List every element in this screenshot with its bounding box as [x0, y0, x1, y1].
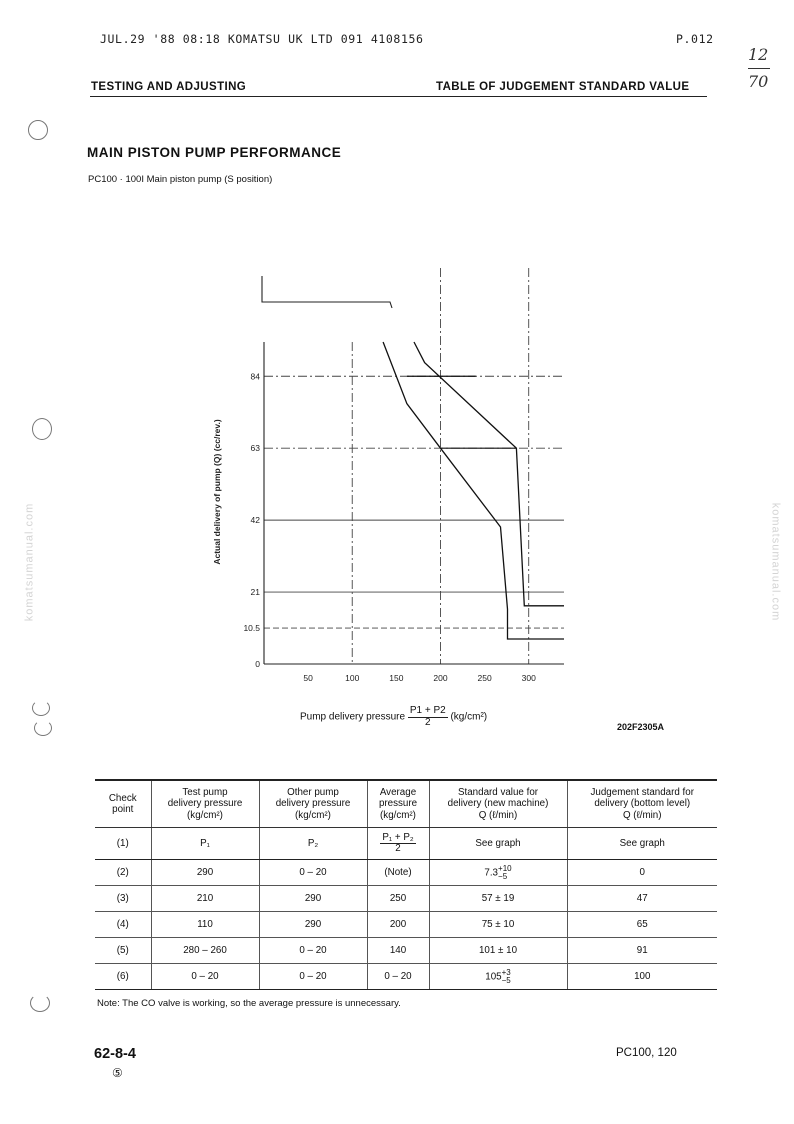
- cell-judgement: 91: [567, 938, 717, 964]
- chart-series: [383, 342, 564, 639]
- page-title: MAIN PISTON PUMP PERFORMANCE: [87, 145, 342, 160]
- cell-standard: 101 ± 10: [429, 938, 567, 964]
- col-header-test-pump: Test pump delivery pressure (kg/cm²): [151, 780, 259, 828]
- table-note: Note: The CO valve is working, so the average pressure is unnecessary.: [97, 998, 401, 1009]
- table-row: [95, 938, 717, 964]
- x-axis-label-unit: (kg/cm²): [450, 711, 488, 723]
- cell-p1: 280 – 260: [151, 938, 259, 964]
- cell-judgement: 0: [567, 860, 717, 886]
- cell-average: 140: [367, 938, 429, 964]
- x-tick-label: 100: [345, 673, 360, 683]
- cell-p2: 0 – 20: [259, 964, 367, 990]
- x-axis-label-fraction: [408, 706, 448, 728]
- chart-ticks: [243, 371, 536, 683]
- x-axis-label-denominator: 2: [424, 716, 431, 728]
- judgement-table: [95, 779, 717, 990]
- watermark-left: komatsumanual.com: [23, 502, 36, 622]
- fax-header-left: JUL.29 '88 08:18 KOMATSU UK LTD 091 4108156: [100, 32, 424, 46]
- col-header-check-point: Check point: [95, 780, 151, 828]
- cell-p1: 290: [151, 860, 259, 886]
- footer-model: PC100, 120: [616, 1047, 677, 1059]
- y-tick-label: 63: [250, 443, 260, 454]
- table-row: [95, 886, 717, 912]
- tolerance: +10 −5: [498, 863, 512, 881]
- x-tick-label: 200: [433, 673, 448, 683]
- y-tick-label: 42: [250, 515, 260, 526]
- cell-average: 200: [367, 912, 429, 938]
- x-tick-label: 50: [303, 673, 313, 683]
- y-tick-label: 0: [255, 659, 260, 669]
- punch-hole-mark: [30, 994, 50, 1012]
- cell-point: (1): [95, 828, 151, 860]
- section-header-left: TESTING AND ADJUSTING: [91, 81, 247, 93]
- cell-average: 0 – 20: [367, 964, 429, 990]
- handwritten-number-top: 12: [748, 45, 769, 64]
- x-tick-label: 300: [521, 673, 536, 683]
- cell-p2: 0 – 20: [259, 860, 367, 886]
- cell-point: (5): [95, 938, 151, 964]
- cell-p1: 0 – 20: [151, 964, 259, 990]
- cell-p1: 210: [151, 886, 259, 912]
- y-axis-label: Actual delivery of pump (Q) (cc/rev.): [212, 419, 222, 565]
- cell-standard: See graph: [429, 828, 567, 860]
- section-header-right: TABLE OF JUDGEMENT STANDARD VALUE: [436, 81, 690, 93]
- x-axis-label-prefix: Pump delivery pressure: [300, 711, 406, 723]
- table-row: [95, 828, 717, 860]
- table-row: [95, 964, 717, 990]
- cell-judgement: 47: [567, 886, 717, 912]
- y-tick-label: 84: [250, 371, 260, 382]
- x-axis-label: [300, 706, 487, 728]
- col-header-average-pressure: Average pressure (kg/cm²): [367, 780, 429, 828]
- chart-grid: [264, 268, 564, 664]
- series-line-1: [383, 342, 564, 639]
- cell-judgement: 65: [567, 912, 717, 938]
- cell-point: (3): [95, 886, 151, 912]
- col-header-other-pump: Other pump delivery pressure (kg/cm²): [259, 780, 367, 828]
- footer-page-code: 62-8-4: [94, 1046, 136, 1062]
- cell-p1: 110: [151, 912, 259, 938]
- cell-p1: P₁: [151, 828, 259, 860]
- footer-revision-mark: ⑤: [112, 1066, 123, 1080]
- cell-standard: 7.3 +10 −5: [429, 860, 567, 886]
- cell-average: 250: [367, 886, 429, 912]
- watermark-right: komatsumanual.com: [769, 502, 782, 622]
- upper-reference-bracket: [262, 276, 392, 308]
- cell-judgement: See graph: [567, 828, 717, 860]
- fax-header-page: P.012: [676, 32, 714, 46]
- cell-p2: 290: [259, 886, 367, 912]
- y-tick-label: 21: [250, 587, 260, 598]
- cell-p2: 0 – 20: [259, 938, 367, 964]
- table-row: [95, 860, 717, 886]
- tolerance: +3 −5: [501, 967, 511, 985]
- cell-p2: P₂: [259, 828, 367, 860]
- cell-p2: 290: [259, 912, 367, 938]
- cell-average-formula: $\frac{\text{P₁ + P₂}}{2}$: [367, 828, 429, 860]
- series-line-2: [414, 342, 564, 606]
- cell-point: (2): [95, 860, 151, 886]
- x-axis-label-numerator: P1 + P2: [409, 705, 446, 716]
- cell-standard: 105 +3 −5: [429, 964, 567, 990]
- col-header-judgement-standard: Judgement standard for delivery (bottom level) Q (ℓ/min): [567, 780, 717, 828]
- page-subtitle: PC100 · 100I Main piston pump (S position): [88, 174, 273, 185]
- cell-standard: 75 ± 10: [429, 912, 567, 938]
- cell-point: (4): [95, 912, 151, 938]
- x-tick-label: 150: [389, 673, 404, 683]
- cell-average: (Note): [367, 860, 429, 886]
- x-tick-label: 250: [477, 673, 492, 683]
- table-row: [95, 912, 717, 938]
- cell-standard: 57 ± 19: [429, 886, 567, 912]
- col-header-standard-value: Standard value for delivery (new machine) Q (ℓ/min): [429, 780, 567, 828]
- cell-judgement: 100: [567, 964, 717, 990]
- handwritten-number-bottom: 70: [748, 72, 769, 91]
- figure-code: 202F2305A: [617, 722, 665, 732]
- cell-point: (6): [95, 964, 151, 990]
- y-tick-label: 10.5: [243, 623, 260, 634]
